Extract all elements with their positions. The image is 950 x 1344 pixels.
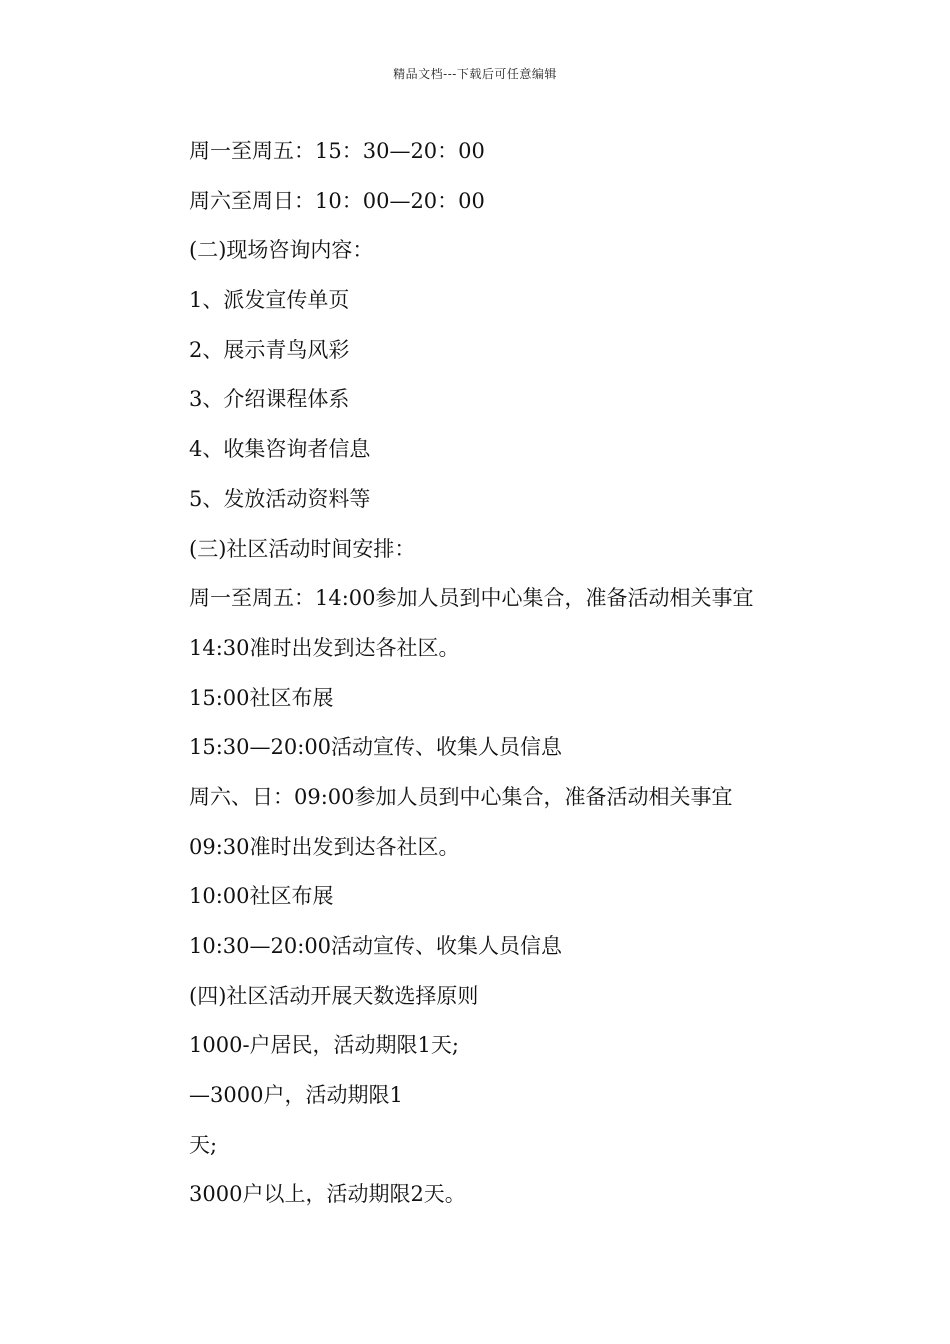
document-body	[189, 134, 889, 1227]
list-item: 3、介绍课程体系	[189, 387, 350, 412]
list-item: 2、展示青鸟风彩	[189, 337, 350, 362]
schedule-line: 15:30—20:00活动宣传、收集人员信息	[189, 735, 563, 760]
duration-rule: 3000户以上，活动期限2天。	[189, 1182, 466, 1207]
section-heading-duration: (四)社区活动开展天数选择原则	[189, 983, 479, 1008]
schedule-line: 14:30准时出发到达各社区。	[189, 635, 460, 660]
duration-rule: —3000户，活动期限1	[189, 1083, 403, 1108]
duration-rule: 1000-户居民，活动期限1天;	[189, 1033, 459, 1058]
list-item: 4、收集咨询者信息	[189, 437, 371, 462]
schedule-line: 10:30—20:00活动宣传、收集人员信息	[189, 934, 563, 958]
schedule-line: 10:00社区布展	[189, 884, 334, 909]
schedule-weekend-hours: 周六至周日：10：00—20：00	[189, 188, 485, 213]
schedule-line: 15:00社区布展	[189, 685, 334, 710]
section-heading-consultation: (二)现场咨询内容：	[189, 238, 374, 263]
schedule-weekday-hours: 周一至周五：15：30—20：00	[189, 139, 485, 163]
list-item: 5、发放活动资料等	[189, 486, 371, 511]
schedule-line: 周六、日：09:00参加人员到中心集合，准备活动相关事宜	[189, 784, 733, 809]
schedule-line: 周一至周五：14:00参加人员到中心集合，准备活动相关事宜	[189, 586, 754, 611]
schedule-line: 09:30准时出发到达各社区。	[189, 834, 460, 859]
section-heading-schedule: (三)社区活动时间安排：	[189, 536, 416, 561]
list-item: 1、派发宣传单页	[189, 288, 350, 313]
duration-rule: 天;	[189, 1132, 218, 1157]
page-header: 精品文档---下载后可任意编辑	[393, 67, 557, 81]
